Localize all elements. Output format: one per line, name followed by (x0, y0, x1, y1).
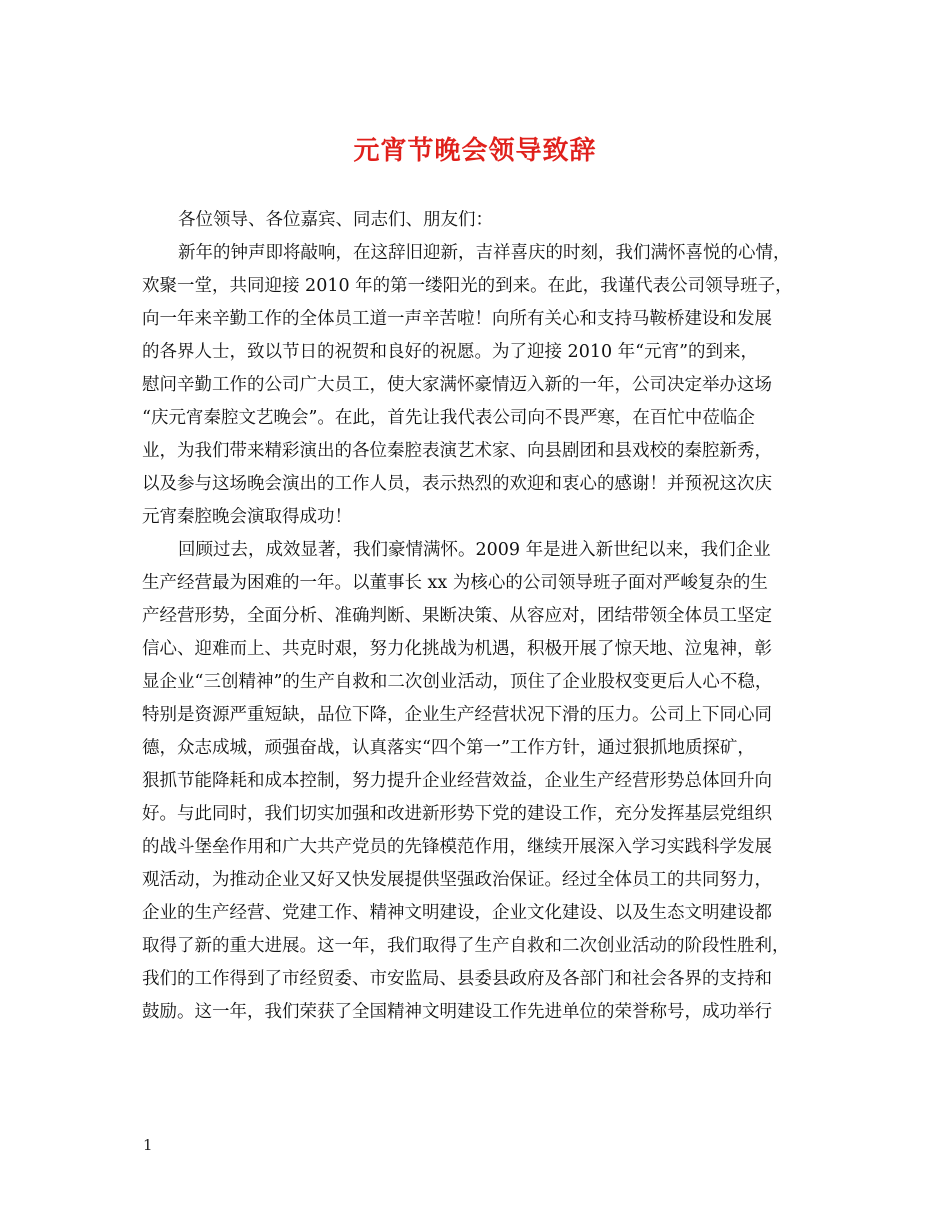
salutation-line: 各位领导、各位嘉宾、同志们、朋友们： (178, 210, 493, 230)
paragraph-line: 欢聚一堂，共同迎接 2010 年的第一缕阳光的到来。在此，我谨代表公司领导班子， (142, 276, 793, 296)
paragraph-line: 狠抓节能降耗和成本控制，努力提升企业经营效益，企业生产经营形势总体回升向 (142, 771, 772, 791)
paragraph-line: 鼓励。这一年，我们荣获了全国精神文明建设工作先进单位的荣誉称号，成功举行 (142, 1002, 772, 1022)
paragraph-line: 回顾过去，成效显著，我们豪情满怀。2009 年是进入新世纪以来，我们企业 (178, 540, 771, 560)
paragraph-line: 慰问辛勤工作的公司广大员工，使大家满怀豪情迈入新的一年，公司决定举办这场 (142, 375, 772, 395)
paragraph-line: 业，为我们带来精彩演出的各位秦腔表演艺术家、向县剧团和县戏校的秦腔新秀， (142, 441, 772, 461)
paragraph-line: 产经营形势，全面分析、准确判断、果断决策、从容应对，团结带领全体员工坚定 (142, 606, 772, 626)
paragraph-line: 向一年来辛勤工作的全体员工道一声辛苦啦！向所有关心和支持马鞍桥建设和发展 (142, 309, 772, 329)
paragraph-line: 德，众志成城，顽强奋战，认真落实“四个第一”工作方针，通过狠抓地质探矿， (142, 738, 755, 758)
paragraph-line: “庆元宵秦腔文艺晚会”。在此，首先让我代表公司向不畏严寒，在百忙中莅临企 (142, 408, 755, 428)
paragraph-line: 好。与此同时，我们切实加强和改进新形势下党的建设工作，充分发挥基层党组织 (142, 804, 772, 824)
paragraph-line: 生产经营最为困难的一年。以董事长 xx 为核心的公司领导班子面对严峻复杂的生 (142, 573, 768, 593)
paragraph-line: 观活动，为推动企业又好又快发展提供坚强政治保证。经过全体员工的共同努力， (142, 870, 772, 890)
paragraph-line: 新年的钟声即将敲响，在这辞旧迎新，吉祥喜庆的时刻，我们满怀喜悦的心情， (178, 243, 791, 263)
document-body (142, 204, 832, 1029)
page-number: 1 (143, 1136, 153, 1154)
paragraph-line: 的战斗堡垒作用和广大共产党员的先锋模范作用，继续开展深入学习实践科学发展 (142, 837, 772, 857)
paragraph-line: 显企业“三创精神”的生产自救和二次创业活动，顶住了企业股权变更后人心不稳， (142, 672, 773, 692)
paragraph-line: 信心、迎难而上、共克时艰，努力化挑战为机遇，积极开展了惊天地、泣鬼神，彰 (142, 639, 772, 659)
paragraph-line: 取得了新的重大进展。这一年，我们取得了生产自救和二次创业活动的阶段性胜利， (142, 936, 790, 956)
paragraph-line: 的各界人士，致以节日的祝贺和良好的祝愿。为了迎接 2010 年“元宵”的到来， (142, 342, 759, 362)
paragraph-line: 以及参与这场晚会演出的工作人员，表示热烈的欢迎和衷心的感谢！并预祝这次庆 (142, 474, 772, 494)
paragraph-line: 元宵秦腔晚会演取得成功！ (142, 507, 352, 527)
paragraph-line: 我们的工作得到了市经贸委、市安监局、县委县政府及各部门和社会各界的支持和 (142, 969, 772, 989)
paragraph-line: 企业的生产经营、党建工作、精神文明建设，企业文化建设、以及生态文明建设都 (142, 903, 772, 923)
document-title: 元宵节晚会领导致辞 (353, 136, 597, 166)
paragraph-line: 特别是资源严重短缺，品位下降，企业生产经营状况下滑的压力。公司上下同心同 (142, 705, 772, 725)
